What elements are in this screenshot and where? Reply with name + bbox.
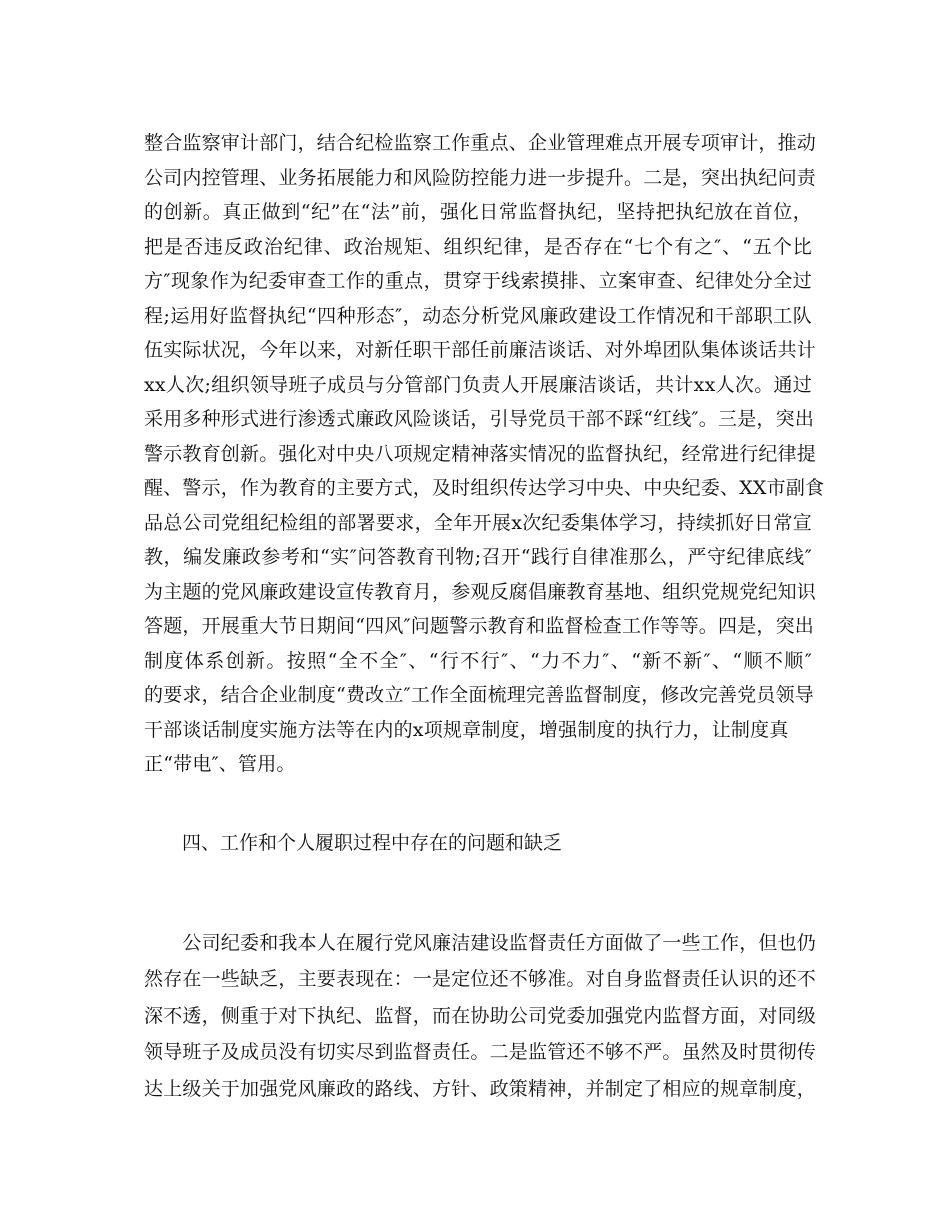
text-line: 的创新。真正做到“纪”在“法”前，强化日常监督执纪，坚持把执纪放在首位， bbox=[144, 201, 812, 223]
body-paragraph-1 bbox=[144, 126, 825, 782]
text-line: 把是否违反政治纪律、政治规矩、组织纪律，是否存在“七个有之″、“五个比 bbox=[144, 235, 812, 258]
text-line: 正“带电″、管用。 bbox=[144, 753, 296, 775]
text-line: xx人次;组织领导班子成员与分管部门负责人开展廉洁谈话，共计xx人次。通过 bbox=[144, 373, 812, 396]
text-line: 为主题的党风廉政建设宣传教育月，参观反腐倡廉教育基地、组织党规党纪知识 bbox=[144, 580, 817, 603]
section-heading: 四、工作和个人履职过程中存在的问题和缺乏 bbox=[182, 832, 563, 854]
text-line: 教，编发廉政参考和“实″问答教育刊物;召开“践行自律准那么，严守纪律底线″ bbox=[144, 546, 812, 568]
text-line: 然存在一些缺乏，主要表现在：一是定位还不够准。对自身监督责任认识的还不 bbox=[144, 968, 817, 991]
text-line: 干部谈话制度实施方法等在内的x项规章制度，增强制度的执行力，让制度真 bbox=[144, 718, 789, 741]
text-line: 采用多种形式进行渗透式廉政风险谈话，引导党员干部不踩“红线″。三是，突出 bbox=[144, 408, 815, 430]
text-line: 品总公司党组纪检组的部署要求，全年开展x次纪委集体学习，持续抓好日常宣 bbox=[144, 511, 812, 534]
text-line: 达上级关于加强党风廉政的路线、方针、政策精神，并制定了相应的规章制度， bbox=[144, 1077, 817, 1100]
text-line: 程;运用好监督执纪“四种形态″，动态分析党风廉政建设工作情况和干部职工队 bbox=[144, 304, 812, 327]
text-line: 伍实际状况，今年以来，对新任职干部任前廉洁谈话、对外埠团队集体谈话共计 bbox=[144, 339, 817, 361]
text-line: 答题，开展重大节日期间“四风″问题警示教育和监督检查工作等等。四是，突出 bbox=[144, 615, 815, 637]
text-line: 公司内控管理、业务拓展能力和风险防控能力进一步提升。二是，突出执纪问责 bbox=[144, 166, 817, 189]
text-line: 警示教育创新。强化对中央八项规定精神落实情况的监督执纪，经常进行纪律提 bbox=[144, 442, 817, 465]
text-line: 整合监察审计部门，结合纪检监察工作重点、企业管理难点开展专项审计，推动 bbox=[144, 132, 817, 154]
text-line: 的要求，结合企业制度“费改立″工作全面梳理完善监督制度，修改完善党员领导 bbox=[144, 684, 815, 706]
text-line: 公司纪委和我本人在履行党风廉洁建设监督责任方面做了一些工作，但也仍 bbox=[144, 932, 817, 954]
text-line: 醒、警示，作为教育的主要方式，及时组织传达学习中央、中央纪委、XX市副食 bbox=[144, 477, 825, 499]
body-paragraph-2 bbox=[144, 925, 817, 1107]
text-line: 深不透，侧重于对下执纪、监督，而在协助公司党委加强党内监督方面，对同级 bbox=[144, 1004, 817, 1027]
text-line: 方″现象作为纪委审查工作的重点，贯穿于线索摸排、立案审查、纪律处分全过 bbox=[144, 270, 812, 292]
text-line: 制度体系创新。按照“全不全″、“行不行″、“力不力″、“新不新″、“顺不顺″ bbox=[144, 649, 812, 672]
text-line: 领导班子及成员没有切实尽到监督责任。二是监管还不够不严。虽然及时贯彻传 bbox=[144, 1041, 817, 1064]
